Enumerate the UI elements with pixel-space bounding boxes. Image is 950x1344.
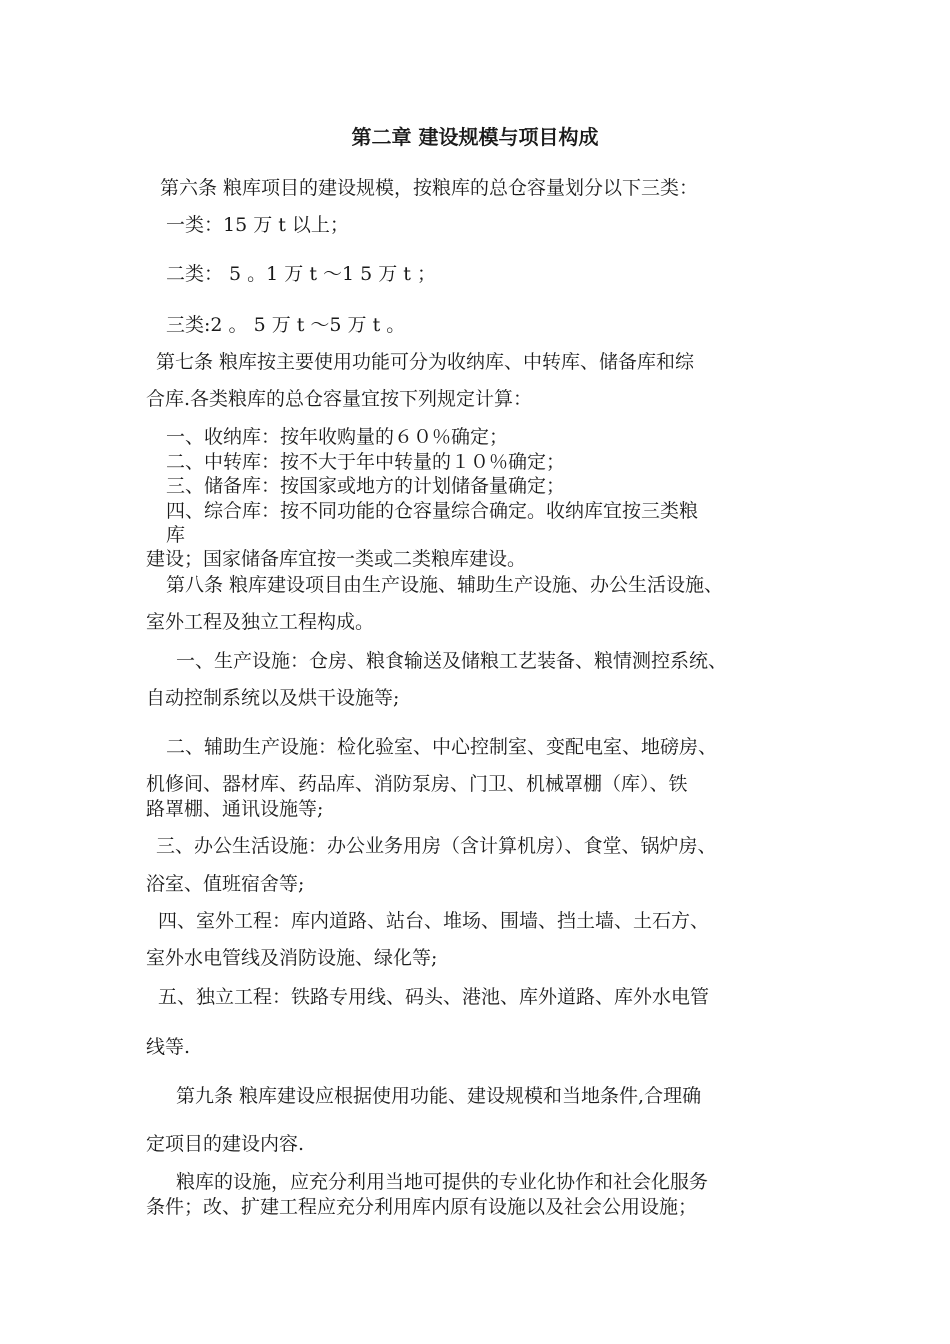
article-7-line-1: 第七条 粮库按主要使用功能可分为收纳库、中转库、储备库和综 bbox=[156, 351, 695, 373]
article-8-line-1: 第八条 粮库建设项目由生产设施、辅助生产设施、办公生活设施、 bbox=[166, 574, 724, 596]
article-6-line-1: 第六条 粮库项目的建设规模，按粮库的总仓容量划分以下三类： bbox=[160, 177, 699, 199]
independent-works-line-1: 五、独立工程：铁路专用线、码头、港池、库外道路、库外水电管 bbox=[158, 986, 710, 1008]
class-2-line: 二类： 5 。1 万 t ～1 5 万 t ； bbox=[166, 263, 436, 285]
storage-combined-line: 四、综合库：按不同功能的仓容量综合确定。收纳库宜按三类粮 bbox=[166, 500, 699, 522]
outdoor-works-line-2: 室外水电管线及消防设施、绿化等; bbox=[146, 947, 438, 969]
storage-combined-wrap: 库 bbox=[166, 524, 186, 546]
auxiliary-facilities-line-3: 路罩棚、通讯设施等; bbox=[146, 798, 324, 820]
storage-receiving-line: 一、收纳库：按年收购量的６０％确定； bbox=[166, 426, 509, 448]
independent-works-line-2: 线等. bbox=[146, 1036, 191, 1058]
auxiliary-facilities-line-1: 二、辅助生产设施：检化验室、中心控制室、变配电室、地磅房、 bbox=[166, 736, 718, 758]
article-8-line-2: 室外工程及独立工程构成。 bbox=[146, 611, 375, 633]
storage-reserve-line: 三、储备库：按国家或地方的计划储备量确定； bbox=[166, 475, 566, 497]
article-9-line-1: 第九条 粮库建设应根据使用功能、建设规模和当地条件,合理确 bbox=[176, 1085, 702, 1107]
auxiliary-facilities-line-2: 机修间、器材库、药品库、消防泵房、门卫、机械罩棚（库）、铁 bbox=[146, 773, 688, 795]
storage-build-line: 建设；国家储备库宜按一类或二类粮库建设。 bbox=[146, 548, 527, 570]
office-facilities-line-2: 浴室、值班宿舍等; bbox=[146, 873, 305, 895]
office-facilities-line-1: 三、办公生活设施：办公业务用房（含计算机房）、食堂、锅炉房、 bbox=[156, 835, 717, 857]
storage-transfer-line: 二、中转库：按不大于年中转量的１０％确定； bbox=[166, 451, 566, 473]
production-facilities-line-1: 一、生产设施：仓房、粮食输送及储粮工艺装备、粮情测控系统、 bbox=[176, 650, 728, 672]
article-9-line-2: 定项目的建设内容. bbox=[146, 1133, 305, 1155]
class-1-line: 一类：15 万 t 以上； bbox=[166, 214, 349, 236]
chapter-title: 第二章 建设规模与项目构成 bbox=[351, 125, 599, 149]
article-7-line-2: 合库.各类粮库的总仓容量宜按下列规定计算： bbox=[146, 388, 533, 410]
class-3-line: 三类:2 。 5 万 t ～5 万 t 。 bbox=[166, 314, 406, 336]
outdoor-works-line-1: 四、室外工程：库内道路、站台、堆场、围墙、挡土墙、土石方、 bbox=[158, 910, 710, 932]
facilities-note-line-2: 条件；改、扩建工程应充分利用库内原有设施以及社会公用设施； bbox=[146, 1196, 698, 1218]
facilities-note-line-1: 粮库的设施，应充分利用当地可提供的专业化协作和社会化服务 bbox=[176, 1171, 709, 1193]
production-facilities-line-2: 自动控制系统以及烘干设施等; bbox=[146, 687, 400, 709]
